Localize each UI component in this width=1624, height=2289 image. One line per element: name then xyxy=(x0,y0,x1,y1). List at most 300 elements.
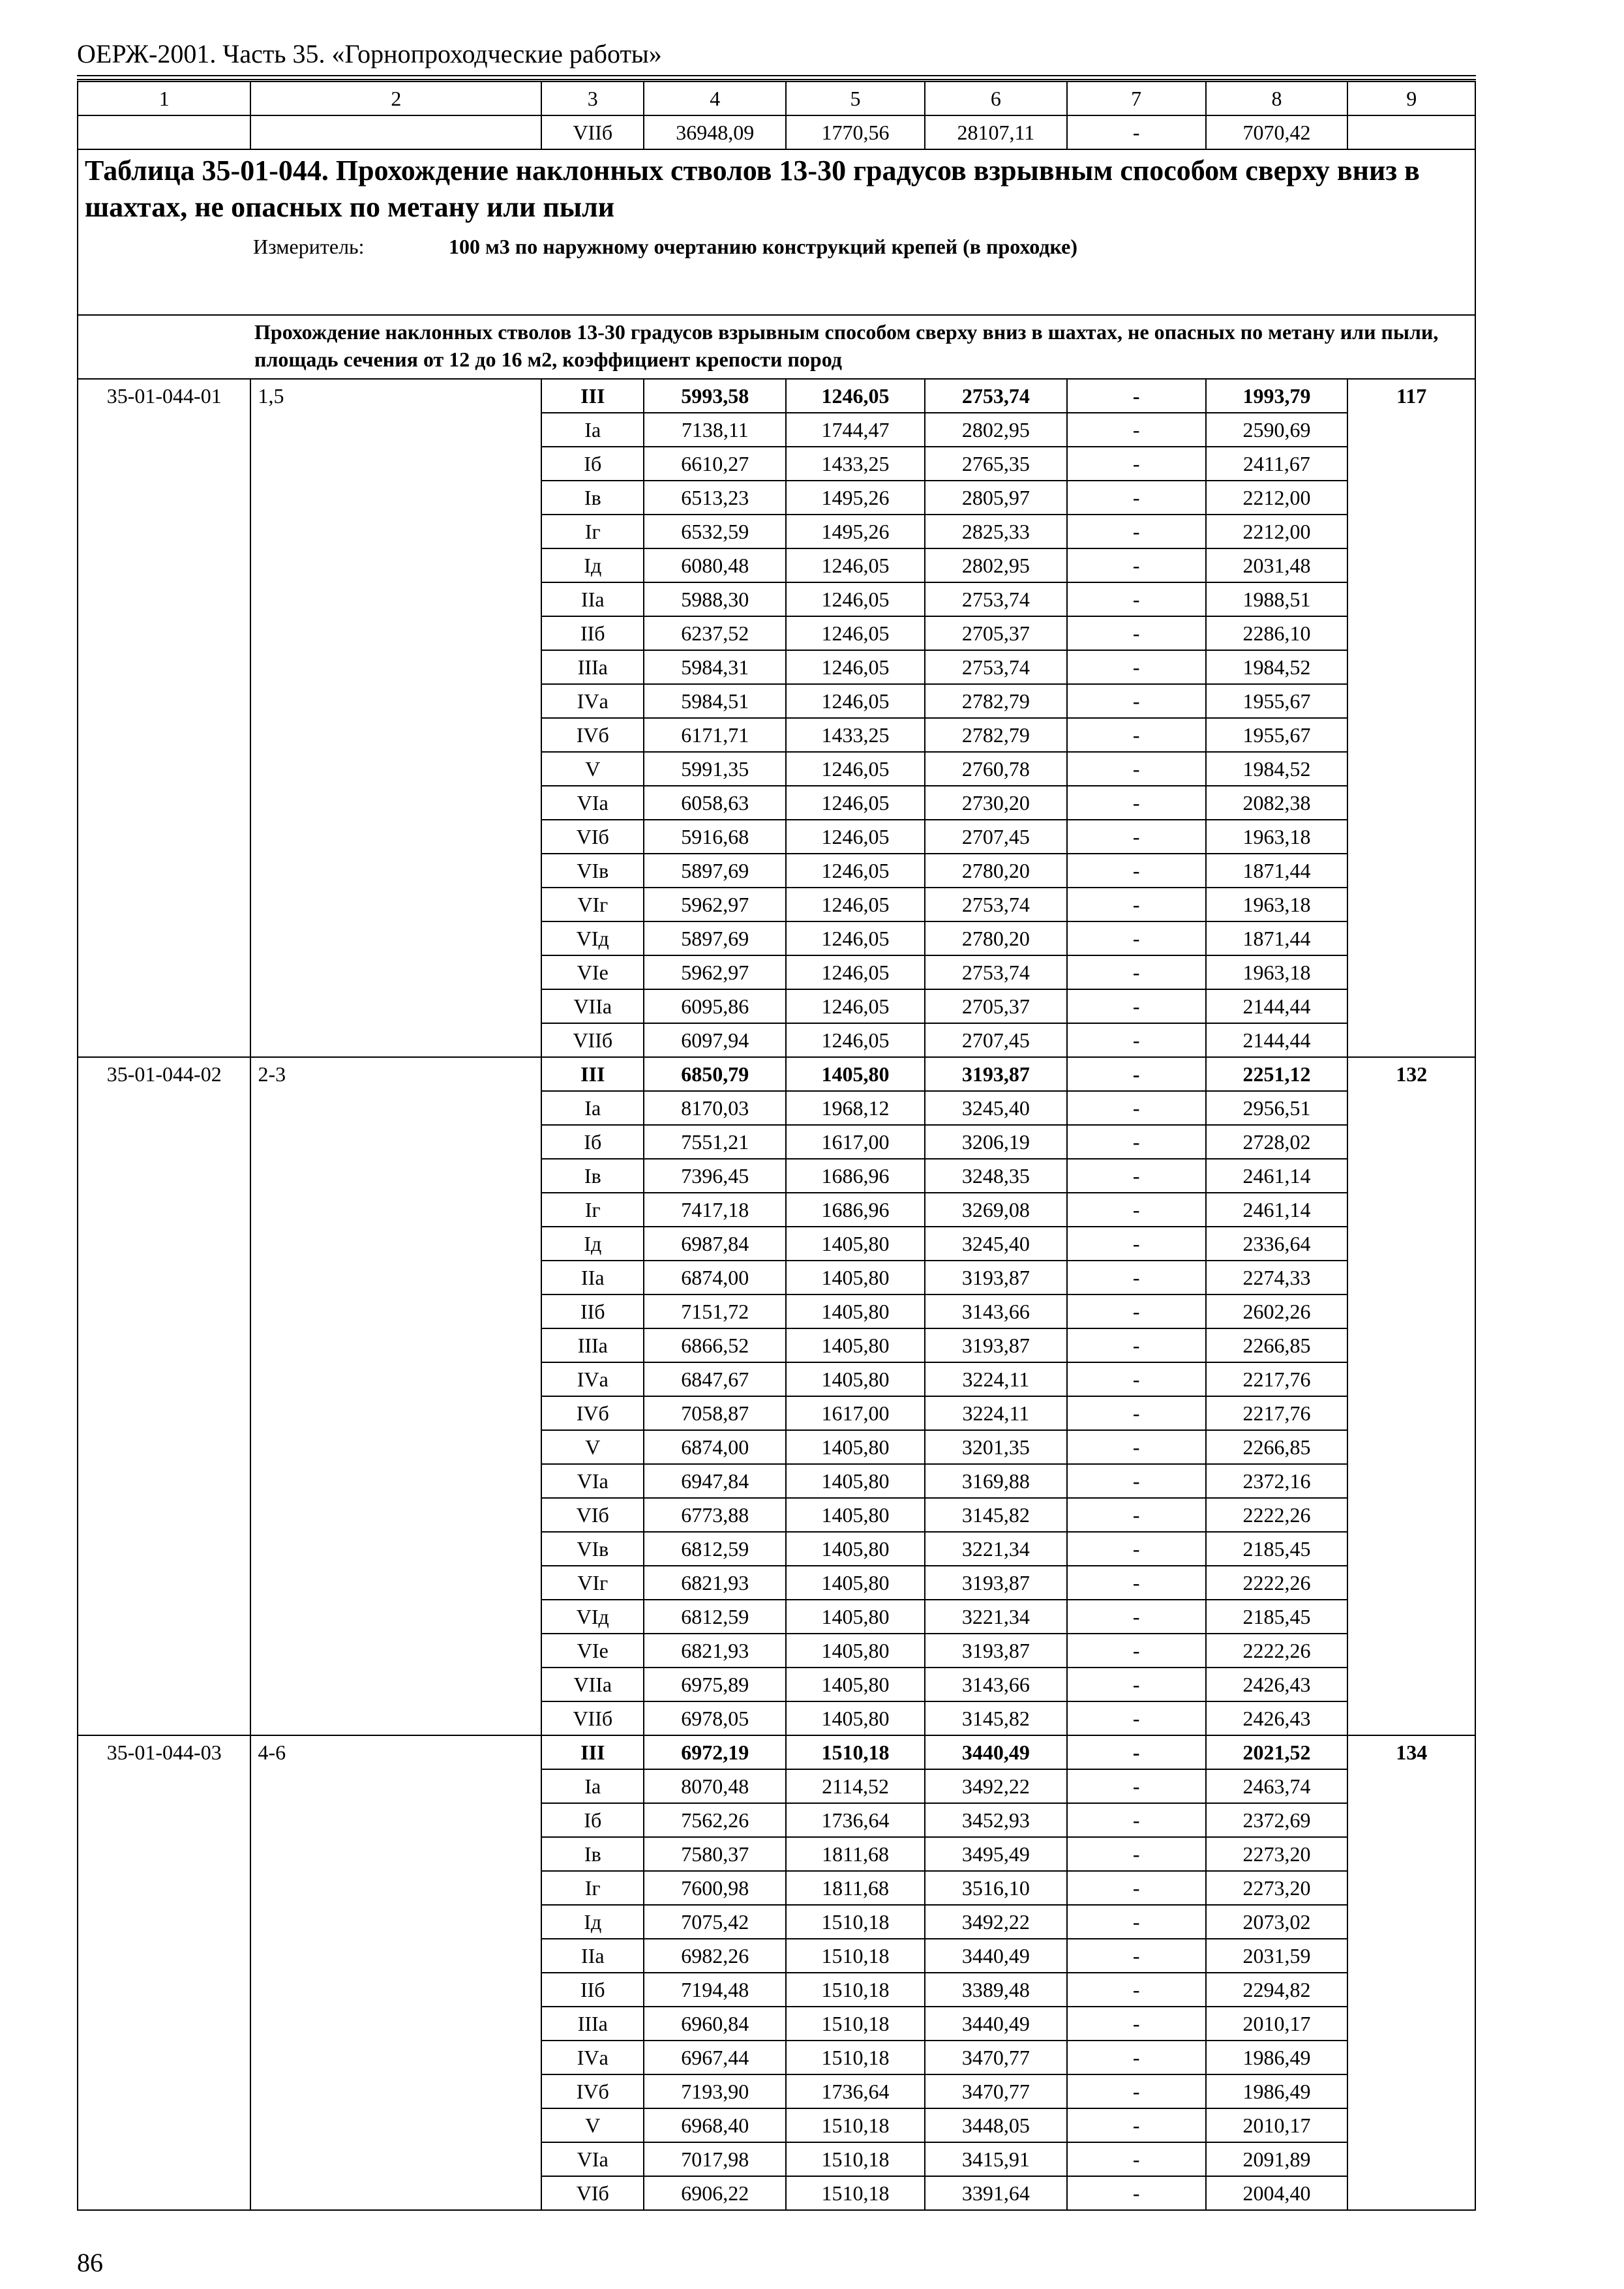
cell-value: 1963,18 xyxy=(1206,955,1348,989)
cell-value: 6866,52 xyxy=(644,1328,786,1362)
cell-value: - xyxy=(1067,1735,1206,1769)
cell-value: 2222,26 xyxy=(1206,1566,1348,1600)
cell-value: 2753,74 xyxy=(925,379,1067,413)
cell-value: 6972,19 xyxy=(644,1735,786,1769)
cell-value: 7562,26 xyxy=(644,1803,786,1837)
cell-value: 2251,12 xyxy=(1206,1057,1348,1091)
cell-value: 5993,58 xyxy=(644,379,786,413)
column-number: 9 xyxy=(1347,82,1475,115)
cell-category: IIб xyxy=(541,1294,644,1328)
cell-value: 6960,84 xyxy=(644,2007,786,2041)
cell-value: 3143,66 xyxy=(925,1668,1067,1701)
cell-value: 3440,49 xyxy=(925,1939,1067,1973)
cell-value: 6850,79 xyxy=(644,1057,786,1091)
cell-category: IVб xyxy=(541,718,644,752)
cell-value: 2707,45 xyxy=(925,820,1067,854)
cell-value: - xyxy=(1067,1430,1206,1464)
cell-value: 2144,44 xyxy=(1206,1023,1348,1057)
cell-value: 2004,40 xyxy=(1206,2176,1348,2210)
cell-value: - xyxy=(1067,684,1206,718)
cell-value: 3221,34 xyxy=(925,1532,1067,1566)
cell-value: 2426,43 xyxy=(1206,1701,1348,1735)
cell-value: 2082,38 xyxy=(1206,786,1348,820)
cell-category: VIIб xyxy=(541,1023,644,1057)
cell-category: IIIа xyxy=(541,1328,644,1362)
cell-value: 2705,37 xyxy=(925,616,1067,650)
cell-code: 35-01-044-02 xyxy=(78,1057,250,1735)
cell-value: - xyxy=(1067,786,1206,820)
cell-extra xyxy=(1347,115,1475,149)
cell-value: 1246,05 xyxy=(786,786,925,820)
cell-value: 2273,20 xyxy=(1206,1837,1348,1871)
cell-value: 1246,05 xyxy=(786,752,925,786)
cell-value: 3448,05 xyxy=(925,2108,1067,2142)
cell-value: 1246,05 xyxy=(786,955,925,989)
description: Прохождение наклонных стволов 13-30 градусов взрывным способом сверху вниз в шахтах, не опасных по метану или пыли, площадь сечения от 12 до 16 м2, коэффициент крепости пород xyxy=(78,315,1475,379)
cell-value: - xyxy=(1067,582,1206,616)
cell-value: 1617,00 xyxy=(786,1396,925,1430)
cell-value: 6982,26 xyxy=(644,1939,786,1973)
cell-value: 6080,48 xyxy=(644,548,786,582)
column-number-row xyxy=(78,82,1475,115)
cell-value: 3248,35 xyxy=(925,1159,1067,1193)
cell-value: 2286,10 xyxy=(1206,616,1348,650)
cell-value: 2010,17 xyxy=(1206,2007,1348,2041)
cell-value: 7138,11 xyxy=(644,413,786,447)
cell-value: 2802,95 xyxy=(925,548,1067,582)
cell-value: 1405,80 xyxy=(786,1464,925,1498)
cell-value: 1405,80 xyxy=(786,1634,925,1668)
cell-value: - xyxy=(1067,1803,1206,1837)
cell-category: VIв xyxy=(541,1532,644,1566)
cell-category: VIб xyxy=(541,2176,644,2210)
column-number: 1 xyxy=(78,82,250,115)
table-body xyxy=(78,82,1475,2210)
cell-value: 1433,25 xyxy=(786,447,925,481)
table-row xyxy=(78,379,1475,413)
cell-value: 6967,44 xyxy=(644,2041,786,2074)
cell-value: 1405,80 xyxy=(786,1227,925,1261)
cell-category: IIIа xyxy=(541,2007,644,2041)
cell-value: 1510,18 xyxy=(786,1973,925,2007)
cell-category: VIб xyxy=(541,1498,644,1532)
cell-value: 2031,59 xyxy=(1206,1939,1348,1973)
cell-value: - xyxy=(1067,888,1206,921)
cell-value: - xyxy=(1067,2176,1206,2210)
cell-value: 2780,20 xyxy=(925,854,1067,888)
cell-value: 1510,18 xyxy=(786,1905,925,1939)
cell-value: 6513,23 xyxy=(644,481,786,515)
cell-value: - xyxy=(1067,515,1206,548)
cell-value: - xyxy=(1067,1939,1206,1973)
cell-value: 1405,80 xyxy=(786,1532,925,1566)
cell-value: 2185,45 xyxy=(1206,1532,1348,1566)
cell-value: - xyxy=(1067,1464,1206,1498)
cell-value: 1968,12 xyxy=(786,1091,925,1125)
cell-value: 6095,86 xyxy=(644,989,786,1023)
cell-value: 7193,90 xyxy=(644,2074,786,2108)
measure-value: 100 м3 по наружному очертанию конструкций крепей (в проходке) xyxy=(449,235,1078,258)
cell-value: 2217,76 xyxy=(1206,1362,1348,1396)
cell-value: 2222,26 xyxy=(1206,1498,1348,1532)
cell-value: 6171,71 xyxy=(644,718,786,752)
cell-value: 28107,11 xyxy=(925,115,1067,149)
cell-value: 1955,67 xyxy=(1206,684,1348,718)
cell-value: 2461,14 xyxy=(1206,1193,1348,1227)
cell-value: 3440,49 xyxy=(925,2007,1067,2041)
cell-range: 4-6 xyxy=(250,1735,541,2210)
title-row xyxy=(78,149,1475,315)
cell-value: - xyxy=(1067,2007,1206,2041)
cell-value: 1993,79 xyxy=(1206,379,1348,413)
cell-value: - xyxy=(1067,1668,1206,1701)
cell-value: - xyxy=(1067,1125,1206,1159)
table-row xyxy=(78,1735,1475,1769)
cell-value: - xyxy=(1067,1871,1206,1905)
cell-value: 1617,00 xyxy=(786,1125,925,1159)
cell-value: 3245,40 xyxy=(925,1091,1067,1125)
cell-value: 2590,69 xyxy=(1206,413,1348,447)
cell-value: 1405,80 xyxy=(786,1057,925,1091)
cell-value: 2765,35 xyxy=(925,447,1067,481)
column-number: 6 xyxy=(925,82,1067,115)
cell-category: III xyxy=(541,1735,644,1769)
cell-value: 3440,49 xyxy=(925,1735,1067,1769)
cell-range xyxy=(250,115,541,149)
cell-value: 2461,14 xyxy=(1206,1159,1348,1193)
cell-value: 1510,18 xyxy=(786,2041,925,2074)
cell-value: 6968,40 xyxy=(644,2108,786,2142)
table-title-cell xyxy=(78,149,1475,315)
cell-category: Iд xyxy=(541,1905,644,1939)
cell-category: VIа xyxy=(541,786,644,820)
cell-value: 1736,64 xyxy=(786,1803,925,1837)
cell-value: 3516,10 xyxy=(925,1871,1067,1905)
cell-value: - xyxy=(1067,1023,1206,1057)
cell-category: Iг xyxy=(541,1193,644,1227)
cell-value: 2782,79 xyxy=(925,718,1067,752)
cell-category: V xyxy=(541,1430,644,1464)
cell-value: 1955,67 xyxy=(1206,718,1348,752)
column-number: 2 xyxy=(250,82,541,115)
cell-value: 3495,49 xyxy=(925,1837,1067,1871)
cell-category: Iб xyxy=(541,447,644,481)
cell-value: 6821,93 xyxy=(644,1566,786,1600)
cell-value: 1405,80 xyxy=(786,1600,925,1634)
cell-value: 6237,52 xyxy=(644,616,786,650)
cell-value: 3224,11 xyxy=(925,1396,1067,1430)
cell-value: 7580,37 xyxy=(644,1837,786,1871)
cell-value: - xyxy=(1067,1396,1206,1430)
cell-value: 1744,47 xyxy=(786,413,925,447)
cell-value: 7070,42 xyxy=(1206,115,1348,149)
cell-value: 6812,59 xyxy=(644,1600,786,1634)
cell-category: IIIа xyxy=(541,650,644,684)
rates-table xyxy=(77,81,1476,2211)
cell-value: 5897,69 xyxy=(644,854,786,888)
cell-value: - xyxy=(1067,718,1206,752)
measure-line xyxy=(85,232,1468,261)
cell-value: - xyxy=(1067,1091,1206,1125)
cell-value: 6874,00 xyxy=(644,1430,786,1464)
cell-code: 35-01-044-01 xyxy=(78,379,250,1057)
cell-value: 1988,51 xyxy=(1206,582,1348,616)
cell-value: 2217,76 xyxy=(1206,1396,1348,1430)
cell-value: 3145,82 xyxy=(925,1498,1067,1532)
cell-value: 2266,85 xyxy=(1206,1430,1348,1464)
cell-value: 5916,68 xyxy=(644,820,786,854)
cell-value: 2212,00 xyxy=(1206,481,1348,515)
cell-category: III xyxy=(541,379,644,413)
cell-value: 3269,08 xyxy=(925,1193,1067,1227)
cell-value: - xyxy=(1067,1905,1206,1939)
cell-value: 2274,33 xyxy=(1206,1261,1348,1294)
cell-value: 7551,21 xyxy=(644,1125,786,1159)
cell-value: 2705,37 xyxy=(925,989,1067,1023)
cell-value: 2753,74 xyxy=(925,650,1067,684)
cell-value: 7600,98 xyxy=(644,1871,786,1905)
cell-value: 6821,93 xyxy=(644,1634,786,1668)
cell-value: 3193,87 xyxy=(925,1634,1067,1668)
cell-value: 2266,85 xyxy=(1206,1328,1348,1362)
cell-value: - xyxy=(1067,1294,1206,1328)
cell-category: IIб xyxy=(541,616,644,650)
cell-value: 1246,05 xyxy=(786,548,925,582)
cell-value: 6610,27 xyxy=(644,447,786,481)
cell-value: 3193,87 xyxy=(925,1261,1067,1294)
cell-value: - xyxy=(1067,481,1206,515)
cell-value: 2144,44 xyxy=(1206,989,1348,1023)
cell-value: - xyxy=(1067,955,1206,989)
cell-value: 1963,18 xyxy=(1206,820,1348,854)
cell-value: 1246,05 xyxy=(786,582,925,616)
cell-category: Iб xyxy=(541,1803,644,1837)
cell-value: - xyxy=(1067,2041,1206,2074)
cell-value: - xyxy=(1067,650,1206,684)
cell-category: Iа xyxy=(541,1091,644,1125)
cell-code xyxy=(78,115,250,149)
cell-value: 2730,20 xyxy=(925,786,1067,820)
cell-value: 1246,05 xyxy=(786,684,925,718)
cell-value: 2031,48 xyxy=(1206,548,1348,582)
cell-value: - xyxy=(1067,1057,1206,1091)
cell-value: 3145,82 xyxy=(925,1701,1067,1735)
running-header: ОЕРЖ-2001. Часть 35. «Горнопроходческие работы» xyxy=(77,39,662,68)
cell-value: 1433,25 xyxy=(786,718,925,752)
cell-value: 5988,30 xyxy=(644,582,786,616)
cell-value: 6532,59 xyxy=(644,515,786,548)
cell-extra: 117 xyxy=(1347,379,1475,1057)
cell-value: 2073,02 xyxy=(1206,1905,1348,1939)
cell-value: 3193,87 xyxy=(925,1328,1067,1362)
cell-value: - xyxy=(1067,379,1206,413)
cell-value: 1510,18 xyxy=(786,1939,925,1973)
cell-category: Iб xyxy=(541,1125,644,1159)
cell-category: Iд xyxy=(541,548,644,582)
cell-value: - xyxy=(1067,820,1206,854)
cell-value: 2825,33 xyxy=(925,515,1067,548)
cell-value: - xyxy=(1067,2074,1206,2108)
cell-value: 6975,89 xyxy=(644,1668,786,1701)
cell-value: 1986,49 xyxy=(1206,2041,1348,2074)
cell-value: 6978,05 xyxy=(644,1701,786,1735)
cell-value: 1510,18 xyxy=(786,2007,925,2041)
cell-value: 1246,05 xyxy=(786,888,925,921)
cell-value: - xyxy=(1067,548,1206,582)
cell-value: 3415,91 xyxy=(925,2142,1067,2176)
cell-value: 8070,48 xyxy=(644,1769,786,1803)
cell-value: 1510,18 xyxy=(786,1735,925,1769)
cell-value: - xyxy=(1067,1973,1206,2007)
cell-range: 1,5 xyxy=(250,379,541,1057)
cell-category: VIг xyxy=(541,1566,644,1600)
cell-value: - xyxy=(1067,1193,1206,1227)
cell-category: VIд xyxy=(541,1600,644,1634)
cell-value: 7151,72 xyxy=(644,1294,786,1328)
cell-category: IIа xyxy=(541,1261,644,1294)
cell-value: 2426,43 xyxy=(1206,1668,1348,1701)
cell-value: 2273,20 xyxy=(1206,1871,1348,1905)
cell-value: 1871,44 xyxy=(1206,921,1348,955)
cell-value: 3492,22 xyxy=(925,1769,1067,1803)
cell-value: 6773,88 xyxy=(644,1498,786,1532)
cell-value: 5984,31 xyxy=(644,650,786,684)
cell-value: 2222,26 xyxy=(1206,1634,1348,1668)
cell-value: 1405,80 xyxy=(786,1328,925,1362)
cell-value: 5991,35 xyxy=(644,752,786,786)
cell-value: 2956,51 xyxy=(1206,1091,1348,1125)
cell-value: 8170,03 xyxy=(644,1091,786,1125)
cell-value: 1246,05 xyxy=(786,616,925,650)
cell-category: Iа xyxy=(541,1769,644,1803)
cell-value: - xyxy=(1067,1837,1206,1871)
cell-value: 3452,93 xyxy=(925,1803,1067,1837)
column-number: 5 xyxy=(786,82,925,115)
cell-value: 3206,19 xyxy=(925,1125,1067,1159)
cell-value: 2411,67 xyxy=(1206,447,1348,481)
cell-value: 1871,44 xyxy=(1206,854,1348,888)
cell-value: 1510,18 xyxy=(786,2108,925,2142)
header-rule xyxy=(77,75,1476,76)
table-title: Таблица 35-01-044. Прохождение наклонных стволов 13-30 градусов взрывным способом сверху вниз в шахтах, не опасных по метану или пыли xyxy=(85,155,1420,223)
cell-value: 3143,66 xyxy=(925,1294,1067,1328)
cell-value: 1246,05 xyxy=(786,379,925,413)
cell-value: 1510,18 xyxy=(786,2176,925,2210)
cell-category: IVа xyxy=(541,684,644,718)
cell-value: 5897,69 xyxy=(644,921,786,955)
cell-value: 1510,18 xyxy=(786,2142,925,2176)
cell-category: VIIа xyxy=(541,1668,644,1701)
cell-value: 1686,96 xyxy=(786,1159,925,1193)
cell-value: 6874,00 xyxy=(644,1261,786,1294)
cell-value: 7058,87 xyxy=(644,1396,786,1430)
cell-value: 6947,84 xyxy=(644,1464,786,1498)
cell-value: 1246,05 xyxy=(786,650,925,684)
cell-value: 1686,96 xyxy=(786,1193,925,1227)
cell-value: 7075,42 xyxy=(644,1905,786,1939)
cell-value: - xyxy=(1067,616,1206,650)
cell-value: - xyxy=(1067,2108,1206,2142)
cell-value: 36948,09 xyxy=(644,115,786,149)
cell-category: VIIб xyxy=(541,115,644,149)
cell-value: - xyxy=(1067,1261,1206,1294)
cell-category: IIб xyxy=(541,1973,644,2007)
cell-value: - xyxy=(1067,115,1206,149)
cell-value: 1811,68 xyxy=(786,1837,925,1871)
cell-value: 1405,80 xyxy=(786,1430,925,1464)
cell-value: 1984,52 xyxy=(1206,752,1348,786)
cell-value: - xyxy=(1067,989,1206,1023)
column-number: 4 xyxy=(644,82,786,115)
cell-value: - xyxy=(1067,447,1206,481)
cell-value: 1246,05 xyxy=(786,1023,925,1057)
cell-value: - xyxy=(1067,1227,1206,1261)
cell-value: - xyxy=(1067,1328,1206,1362)
cell-category: IVа xyxy=(541,1362,644,1396)
cell-value: - xyxy=(1067,854,1206,888)
cell-category: VIIб xyxy=(541,1701,644,1735)
cell-value: 1770,56 xyxy=(786,115,925,149)
cell-value: 1405,80 xyxy=(786,1498,925,1532)
cell-value: - xyxy=(1067,1600,1206,1634)
cell-value: 3470,77 xyxy=(925,2041,1067,2074)
cell-category: IIа xyxy=(541,1939,644,1973)
cell-value: - xyxy=(1067,1701,1206,1735)
cell-value: 3391,64 xyxy=(925,2176,1067,2210)
cell-category: VIв xyxy=(541,854,644,888)
cell-value: 1736,64 xyxy=(786,2074,925,2108)
cell-value: - xyxy=(1067,921,1206,955)
cell-value: 2780,20 xyxy=(925,921,1067,955)
cell-value: 1963,18 xyxy=(1206,888,1348,921)
cell-value: 2372,69 xyxy=(1206,1803,1348,1837)
cell-value: 3193,87 xyxy=(925,1566,1067,1600)
cell-value: 2185,45 xyxy=(1206,1600,1348,1634)
description-row xyxy=(78,315,1475,379)
cell-value: 6058,63 xyxy=(644,786,786,820)
cell-category: V xyxy=(541,752,644,786)
header-rule-second xyxy=(77,79,1476,80)
cell-value: 2091,89 xyxy=(1206,2142,1348,2176)
cell-value: 1405,80 xyxy=(786,1668,925,1701)
cell-value: 3201,35 xyxy=(925,1430,1067,1464)
cell-value: - xyxy=(1067,1769,1206,1803)
cell-value: 2728,02 xyxy=(1206,1125,1348,1159)
cell-value: 5962,97 xyxy=(644,888,786,921)
cell-value: 1405,80 xyxy=(786,1261,925,1294)
cell-category: VIг xyxy=(541,888,644,921)
cell-category: Iг xyxy=(541,515,644,548)
cell-value: 2602,26 xyxy=(1206,1294,1348,1328)
cell-value: 2114,52 xyxy=(786,1769,925,1803)
page-number: 86 xyxy=(77,2248,103,2277)
cell-value: 6097,94 xyxy=(644,1023,786,1057)
cell-category: VIIа xyxy=(541,989,644,1023)
cell-value: 6847,67 xyxy=(644,1362,786,1396)
column-number: 8 xyxy=(1206,82,1348,115)
cell-value: 6987,84 xyxy=(644,1227,786,1261)
cell-value: - xyxy=(1067,1362,1206,1396)
cell-value: 3492,22 xyxy=(925,1905,1067,1939)
cell-category: Iв xyxy=(541,481,644,515)
cell-value: 1405,80 xyxy=(786,1566,925,1600)
cell-value: 3389,48 xyxy=(925,1973,1067,2007)
cell-value: 2010,17 xyxy=(1206,2108,1348,2142)
cell-value: 2294,82 xyxy=(1206,1973,1348,2007)
cell-value: 2760,78 xyxy=(925,752,1067,786)
cell-value: 6906,22 xyxy=(644,2176,786,2210)
carryover-row xyxy=(78,115,1475,149)
